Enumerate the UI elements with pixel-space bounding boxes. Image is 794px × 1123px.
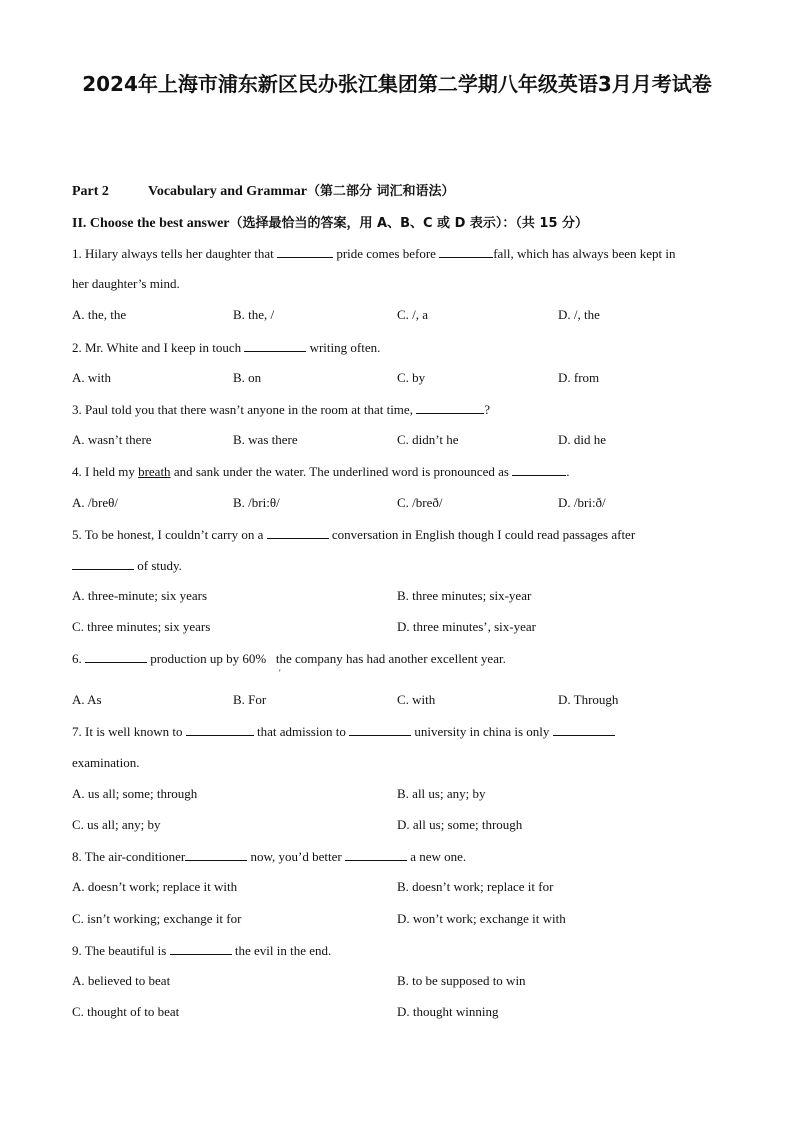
- section-instructions: （选择最恰当的答案，用 A、B、C 或 D 表示）：（共 15 分）: [229, 216, 589, 231]
- question-4-option-a[interactable]: A. /breθ/: [72, 495, 118, 510]
- page-title: 2024年上海市浦东新区民办张江集团第二学期八年级英语3月月考试卷: [82, 72, 712, 96]
- question-1-option-c[interactable]: C. /, a: [397, 307, 429, 322]
- question-6-option-a[interactable]: A. As: [72, 692, 102, 707]
- part-name-cn: （第二部分 词汇和语法）: [306, 184, 455, 199]
- question-8-option-b[interactable]: B. doesn’t work; replace it for: [397, 879, 554, 894]
- question-1-part-a: 1. Hilary always tells her daughter that: [72, 246, 274, 261]
- question-2-option-c[interactable]: C. by: [397, 370, 426, 385]
- question-5-option-a[interactable]: A. three-minute; six years: [72, 588, 208, 603]
- answer-blank[interactable]: [267, 526, 329, 539]
- question-1-part-b: pride comes before: [336, 246, 436, 261]
- question-1-text: [72, 245, 676, 262]
- question-7-option-c[interactable]: C. us all; any; by: [72, 817, 161, 832]
- question-8-text: [72, 848, 466, 865]
- question-2-option-d[interactable]: D. from: [558, 370, 600, 385]
- answer-blank[interactable]: [277, 245, 333, 258]
- question-7-part-a: 7. It is well known to: [72, 724, 183, 739]
- part-heading: [72, 180, 454, 200]
- question-6-part-a: 6.: [72, 651, 82, 666]
- question-8-part-b: now, you’d better: [250, 849, 342, 864]
- question-6-option-c[interactable]: C. with: [397, 692, 436, 707]
- part-label: Part 2: [72, 184, 109, 199]
- question-8-part-c: a new one.: [410, 849, 467, 864]
- question-4-part-a: 4. I held my: [72, 464, 135, 479]
- question-7-option-d[interactable]: D. all us; some; through: [397, 817, 523, 832]
- question-6-part-b: production up by 60%: [150, 651, 267, 666]
- question-8-option-c[interactable]: C. isn’t working; exchange it for: [72, 911, 242, 926]
- question-9-text: [72, 942, 331, 959]
- question-8-part-a: 8. The air-conditioner: [72, 849, 186, 864]
- part-name: Vocabulary and Grammar: [148, 184, 307, 199]
- question-6-option-d[interactable]: D. Through: [558, 692, 619, 707]
- question-2-part-a: 2. Mr. White and I keep in touch: [72, 340, 242, 355]
- answer-blank[interactable]: [512, 463, 566, 476]
- stray-mark: ': [279, 668, 281, 678]
- question-1-option-d[interactable]: D. /, the: [558, 307, 600, 322]
- question-7-option-a[interactable]: A. us all; some; through: [72, 786, 198, 801]
- question-3-option-a[interactable]: A. wasn’t there: [72, 432, 152, 447]
- question-4-part-b: and sank under the water. The underlined word is pronounced as: [173, 464, 509, 479]
- question-7-part-b: that admission to: [257, 724, 346, 739]
- question-9-part-b: the evil in the end.: [234, 943, 332, 958]
- question-6-option-b[interactable]: B. For: [233, 692, 267, 707]
- question-4-text: [72, 463, 569, 480]
- question-1-continued: her daughter’s mind.: [72, 276, 180, 291]
- question-2-option-a[interactable]: A. with: [72, 370, 111, 385]
- answer-blank[interactable]: [170, 942, 232, 955]
- answer-blank[interactable]: [186, 723, 254, 736]
- question-4-part-c: .: [566, 464, 570, 479]
- answer-blank[interactable]: [416, 401, 484, 414]
- question-9-option-a[interactable]: A. believed to beat: [72, 973, 171, 988]
- question-1-option-b[interactable]: B. the, /: [233, 307, 275, 322]
- answer-blank[interactable]: [439, 245, 493, 258]
- answer-blank[interactable]: [72, 557, 134, 570]
- question-6-part-c: the company has had another excellent year.: [275, 651, 506, 666]
- question-3-option-c[interactable]: C. didn’t he: [397, 432, 459, 447]
- question-1-part-c: fall, which has always been kept in: [493, 246, 676, 261]
- question-3-option-d[interactable]: D. did he: [558, 432, 607, 447]
- question-4-option-d[interactable]: D. /bri:ð/: [558, 495, 606, 510]
- question-9-part-a: 9. The beautiful is: [72, 943, 167, 958]
- question-2-option-b[interactable]: B. on: [233, 370, 262, 385]
- answer-blank[interactable]: [244, 339, 306, 352]
- question-6-text: [72, 650, 506, 667]
- question-7-continued: examination.: [72, 755, 140, 770]
- answer-blank[interactable]: [85, 650, 147, 663]
- question-5-part-a: 5. To be honest, I couldn’t carry on a: [72, 527, 264, 542]
- answer-blank[interactable]: [349, 723, 411, 736]
- question-5-part-c: of study.: [137, 558, 182, 573]
- question-3-option-b[interactable]: B. was there: [233, 432, 298, 447]
- question-8-option-a[interactable]: A. doesn’t work; replace it with: [72, 879, 238, 894]
- question-2-text: [72, 339, 380, 356]
- answer-blank[interactable]: [185, 848, 247, 861]
- question-9-option-b[interactable]: B. to be supposed to win: [397, 973, 526, 988]
- question-5-continued: [72, 557, 182, 574]
- question-7-text: [72, 723, 615, 740]
- question-3-part-b: ?: [484, 402, 490, 417]
- question-7-part-c: university in china is only: [414, 724, 550, 739]
- answer-blank[interactable]: [345, 848, 407, 861]
- section-heading: [72, 212, 588, 232]
- question-3-part-a: 3. Paul told you that there wasn’t anyone in the room at that time,: [72, 402, 413, 417]
- section-label: II. Choose the best answer: [72, 216, 230, 231]
- question-9-option-d[interactable]: D. thought winning: [397, 1004, 499, 1019]
- question-5-option-d[interactable]: D. three minutes’, six-year: [397, 619, 536, 634]
- question-4-option-c[interactable]: C. /breð/: [397, 495, 443, 510]
- question-9-option-c[interactable]: C. thought of to beat: [72, 1004, 180, 1019]
- question-5-option-b[interactable]: B. three minutes; six-year: [397, 588, 532, 603]
- question-3-text: [72, 401, 490, 418]
- question-5-text: [72, 526, 635, 543]
- question-2-part-b: writing often.: [309, 340, 381, 355]
- question-7-option-b[interactable]: B. all us; any; by: [397, 786, 486, 801]
- underlined-word: breath: [138, 464, 171, 479]
- question-5-part-b: conversation in English though I could read passages after: [331, 527, 636, 542]
- answer-blank[interactable]: [553, 723, 615, 736]
- question-4-option-b[interactable]: B. /bri:θ/: [233, 495, 280, 510]
- question-5-option-c[interactable]: C. three minutes; six years: [72, 619, 211, 634]
- question-1-option-a[interactable]: A. the, the: [72, 307, 127, 322]
- question-8-option-d[interactable]: D. won’t work; exchange it with: [397, 911, 566, 926]
